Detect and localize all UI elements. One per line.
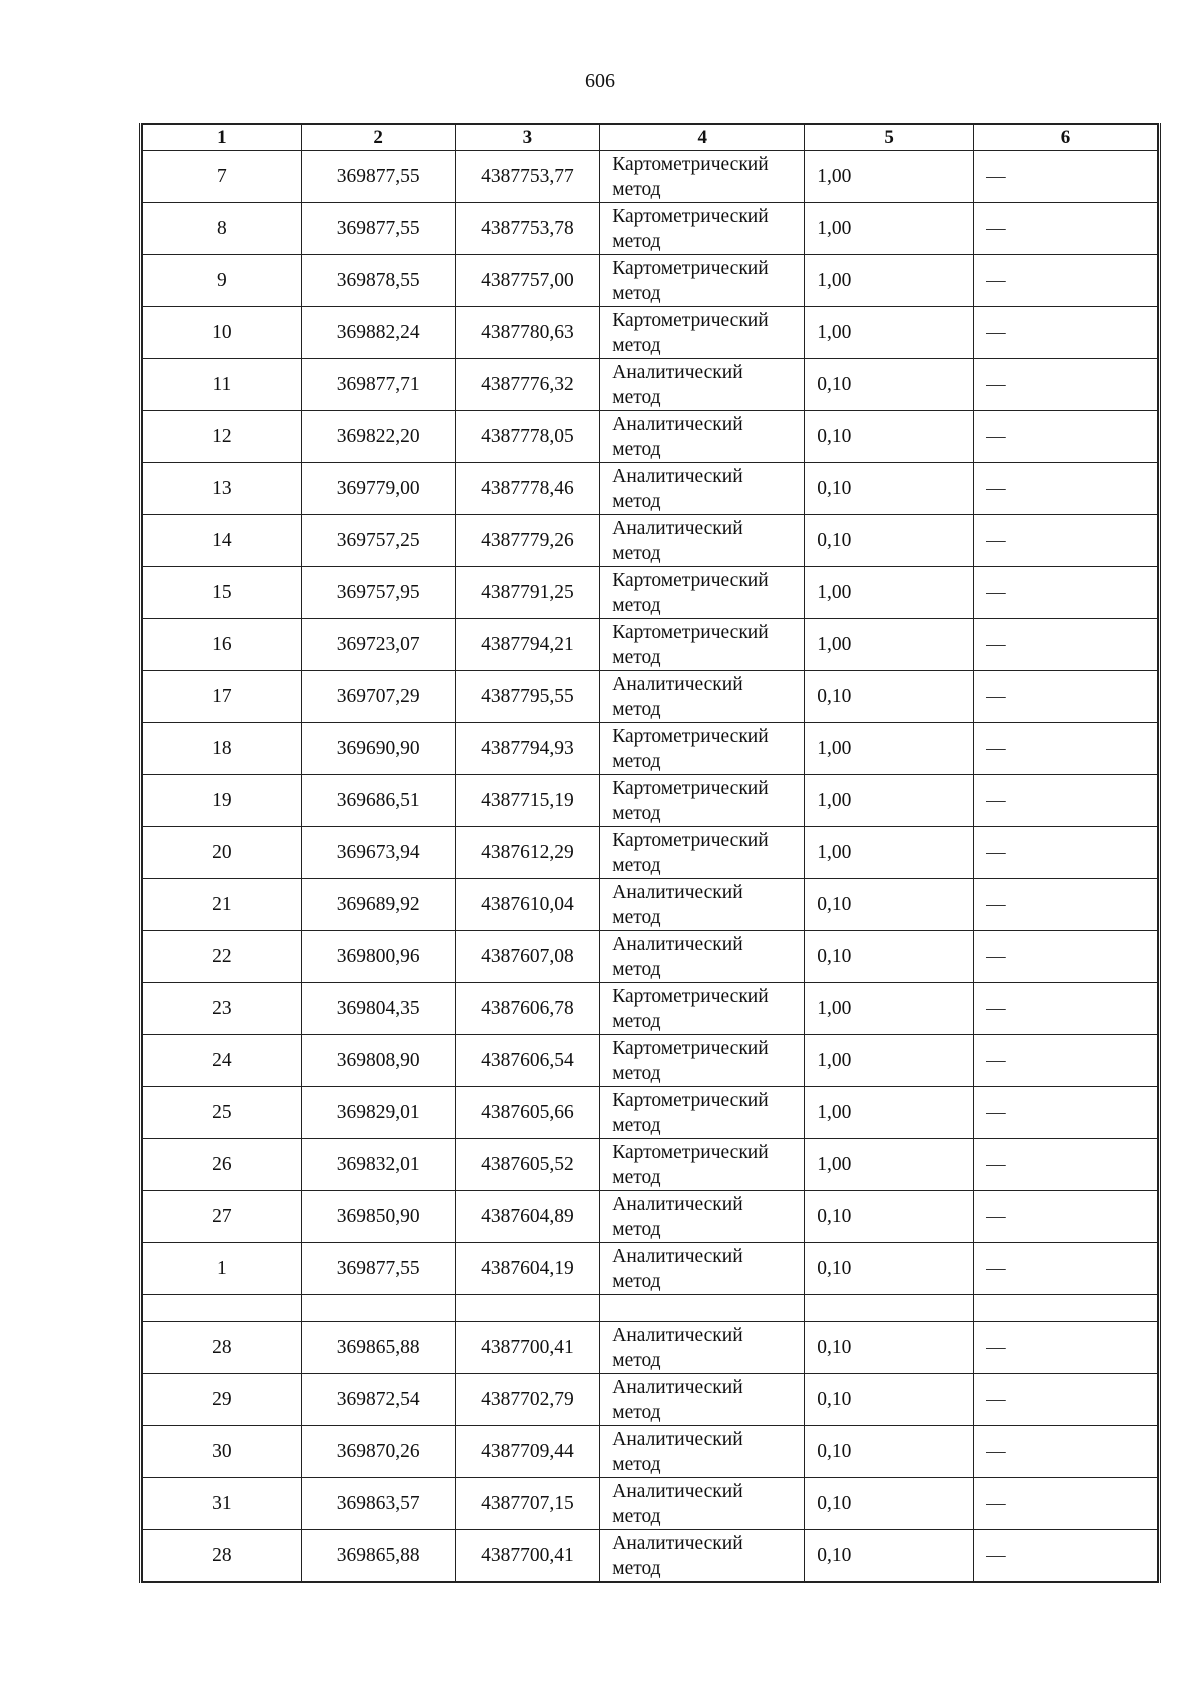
description-cell: — bbox=[974, 515, 1158, 567]
method-name: Картометрический bbox=[612, 621, 769, 643]
method-word: метод bbox=[612, 1270, 661, 1292]
method-word: метод bbox=[612, 854, 661, 876]
empty-cell bbox=[455, 1295, 600, 1322]
method-word: метод bbox=[612, 958, 661, 980]
table-row bbox=[143, 307, 1158, 359]
method-cell bbox=[600, 515, 805, 567]
method-cell bbox=[600, 1426, 805, 1478]
method-name: Картометрический bbox=[612, 1037, 769, 1059]
method-word: метод bbox=[612, 802, 661, 824]
point-number-cell: 13 bbox=[143, 463, 302, 515]
table-row bbox=[143, 1243, 1158, 1295]
table-header-row bbox=[143, 124, 1158, 151]
coordinate-y-cell: 4387606,54 bbox=[455, 1035, 600, 1087]
coordinate-y-cell: 4387776,32 bbox=[455, 359, 600, 411]
description-cell: — bbox=[974, 879, 1158, 931]
method-name: Картометрический bbox=[612, 829, 769, 851]
coordinate-y-cell: 4387604,19 bbox=[455, 1243, 600, 1295]
method-word: метод bbox=[612, 750, 661, 772]
point-number-cell: 31 bbox=[143, 1478, 302, 1530]
table-row bbox=[143, 1478, 1158, 1530]
table-row bbox=[143, 1087, 1158, 1139]
coordinate-y-cell: 4387778,05 bbox=[455, 411, 600, 463]
coordinate-y-cell: 4387794,21 bbox=[455, 619, 600, 671]
accuracy-cell: 0,10 bbox=[805, 1530, 974, 1583]
method-name: Картометрический bbox=[612, 1141, 769, 1163]
point-number-cell: 23 bbox=[143, 983, 302, 1035]
method-cell bbox=[600, 1035, 805, 1087]
point-number-cell: 15 bbox=[143, 567, 302, 619]
description-cell: — bbox=[974, 1139, 1158, 1191]
coordinates-table-frame bbox=[139, 123, 1161, 1583]
description-cell: — bbox=[974, 255, 1158, 307]
coordinate-y-cell: 4387753,77 bbox=[455, 151, 600, 203]
method-name: Аналитический bbox=[612, 673, 743, 695]
header-cell: 1 bbox=[143, 124, 302, 151]
coordinate-x-cell: 369757,95 bbox=[301, 567, 455, 619]
coordinate-x-cell: 369689,92 bbox=[301, 879, 455, 931]
table-spacer-row bbox=[143, 1295, 1158, 1322]
coordinate-x-cell: 369832,01 bbox=[301, 1139, 455, 1191]
method-word: метод bbox=[612, 1218, 661, 1240]
coordinate-x-cell: 369800,96 bbox=[301, 931, 455, 983]
coordinate-y-cell: 4387791,25 bbox=[455, 567, 600, 619]
accuracy-cell: 0,10 bbox=[805, 671, 974, 723]
description-cell: — bbox=[974, 827, 1158, 879]
header-cell: 6 bbox=[974, 124, 1158, 151]
method-name: Аналитический bbox=[612, 413, 743, 435]
coordinate-y-cell: 4387753,78 bbox=[455, 203, 600, 255]
coordinate-x-cell: 369863,57 bbox=[301, 1478, 455, 1530]
table-row bbox=[143, 1530, 1158, 1583]
method-word: метод bbox=[612, 698, 661, 720]
description-cell: — bbox=[974, 151, 1158, 203]
empty-cell bbox=[143, 1295, 302, 1322]
method-cell bbox=[600, 879, 805, 931]
header-cell: 3 bbox=[455, 124, 600, 151]
coordinate-x-cell: 369865,88 bbox=[301, 1530, 455, 1583]
method-word: метод bbox=[612, 906, 661, 928]
accuracy-cell: 0,10 bbox=[805, 411, 974, 463]
coordinate-x-cell: 369822,20 bbox=[301, 411, 455, 463]
method-word: метод bbox=[612, 1557, 661, 1579]
method-cell bbox=[600, 931, 805, 983]
table-row bbox=[143, 879, 1158, 931]
method-name: Картометрический bbox=[612, 569, 769, 591]
method-word: метод bbox=[612, 386, 661, 408]
empty-cell bbox=[301, 1295, 455, 1322]
coordinate-y-cell: 4387779,26 bbox=[455, 515, 600, 567]
accuracy-cell: 0,10 bbox=[805, 463, 974, 515]
method-name: Аналитический bbox=[612, 1376, 743, 1398]
method-word: метод bbox=[612, 490, 661, 512]
header-cell: 2 bbox=[301, 124, 455, 151]
coordinate-y-cell: 4387606,78 bbox=[455, 983, 600, 1035]
table-row bbox=[143, 1426, 1158, 1478]
accuracy-cell: 1,00 bbox=[805, 827, 974, 879]
accuracy-cell: 1,00 bbox=[805, 1087, 974, 1139]
description-cell: — bbox=[974, 983, 1158, 1035]
method-cell bbox=[600, 203, 805, 255]
table-row bbox=[143, 1374, 1158, 1426]
method-cell bbox=[600, 1322, 805, 1374]
method-cell bbox=[600, 1087, 805, 1139]
point-number-cell: 26 bbox=[143, 1139, 302, 1191]
method-cell bbox=[600, 359, 805, 411]
coordinate-x-cell: 369878,55 bbox=[301, 255, 455, 307]
accuracy-cell: 1,00 bbox=[805, 151, 974, 203]
point-number-cell: 29 bbox=[143, 1374, 302, 1426]
coordinate-y-cell: 4387778,46 bbox=[455, 463, 600, 515]
accuracy-cell: 0,10 bbox=[805, 515, 974, 567]
description-cell: — bbox=[974, 411, 1158, 463]
table-row bbox=[143, 1035, 1158, 1087]
table-row bbox=[143, 775, 1158, 827]
accuracy-cell: 1,00 bbox=[805, 203, 974, 255]
description-cell: — bbox=[974, 723, 1158, 775]
coordinate-y-cell: 4387780,63 bbox=[455, 307, 600, 359]
method-cell bbox=[600, 567, 805, 619]
accuracy-cell: 0,10 bbox=[805, 1322, 974, 1374]
method-name: Картометрический bbox=[612, 205, 769, 227]
coordinate-x-cell: 369877,55 bbox=[301, 203, 455, 255]
description-cell: — bbox=[974, 1243, 1158, 1295]
accuracy-cell: 1,00 bbox=[805, 723, 974, 775]
coordinate-y-cell: 4387707,15 bbox=[455, 1478, 600, 1530]
description-cell: — bbox=[974, 1530, 1158, 1583]
point-number-cell: 19 bbox=[143, 775, 302, 827]
description-cell: — bbox=[974, 307, 1158, 359]
point-number-cell: 30 bbox=[143, 1426, 302, 1478]
table-row bbox=[143, 255, 1158, 307]
table-row bbox=[143, 151, 1158, 203]
point-number-cell: 25 bbox=[143, 1087, 302, 1139]
method-word: метод bbox=[612, 1166, 661, 1188]
description-cell: — bbox=[974, 567, 1158, 619]
method-word: метод bbox=[612, 230, 661, 252]
method-cell bbox=[600, 1374, 805, 1426]
point-number-cell: 1 bbox=[143, 1243, 302, 1295]
point-number-cell: 11 bbox=[143, 359, 302, 411]
coordinate-x-cell: 369723,07 bbox=[301, 619, 455, 671]
method-name: Аналитический bbox=[612, 881, 743, 903]
coordinate-x-cell: 369707,29 bbox=[301, 671, 455, 723]
accuracy-cell: 1,00 bbox=[805, 619, 974, 671]
coordinate-x-cell: 369877,71 bbox=[301, 359, 455, 411]
method-name: Аналитический bbox=[612, 517, 743, 539]
coordinate-y-cell: 4387610,04 bbox=[455, 879, 600, 931]
header-cell: 4 bbox=[600, 124, 805, 151]
method-name: Картометрический bbox=[612, 257, 769, 279]
coordinate-x-cell: 369872,54 bbox=[301, 1374, 455, 1426]
method-cell bbox=[600, 1243, 805, 1295]
table-row bbox=[143, 671, 1158, 723]
point-number-cell: 14 bbox=[143, 515, 302, 567]
table-row bbox=[143, 931, 1158, 983]
table-row bbox=[143, 619, 1158, 671]
point-number-cell: 18 bbox=[143, 723, 302, 775]
coordinate-x-cell: 369686,51 bbox=[301, 775, 455, 827]
description-cell: — bbox=[974, 1374, 1158, 1426]
point-number-cell: 7 bbox=[143, 151, 302, 203]
coordinate-y-cell: 4387604,89 bbox=[455, 1191, 600, 1243]
method-name: Картометрический bbox=[612, 1089, 769, 1111]
accuracy-cell: 0,10 bbox=[805, 1191, 974, 1243]
coordinates-table bbox=[142, 123, 1158, 1583]
point-number-cell: 24 bbox=[143, 1035, 302, 1087]
method-cell bbox=[600, 255, 805, 307]
coordinate-x-cell: 369877,55 bbox=[301, 1243, 455, 1295]
point-number-cell: 20 bbox=[143, 827, 302, 879]
accuracy-cell: 1,00 bbox=[805, 983, 974, 1035]
method-name: Аналитический bbox=[612, 1245, 743, 1267]
method-cell bbox=[600, 411, 805, 463]
method-cell bbox=[600, 723, 805, 775]
point-number-cell: 21 bbox=[143, 879, 302, 931]
method-cell bbox=[600, 307, 805, 359]
coordinate-x-cell: 369673,94 bbox=[301, 827, 455, 879]
method-word: метод bbox=[612, 1349, 661, 1371]
coordinate-x-cell: 369870,26 bbox=[301, 1426, 455, 1478]
description-cell: — bbox=[974, 1478, 1158, 1530]
table-row bbox=[143, 411, 1158, 463]
description-cell: — bbox=[974, 463, 1158, 515]
method-name: Аналитический bbox=[612, 1193, 743, 1215]
method-name: Аналитический bbox=[612, 933, 743, 955]
table-row bbox=[143, 723, 1158, 775]
coordinate-y-cell: 4387700,41 bbox=[455, 1530, 600, 1583]
coordinate-y-cell: 4387612,29 bbox=[455, 827, 600, 879]
page-number: 606 bbox=[585, 70, 615, 92]
description-cell: — bbox=[974, 1322, 1158, 1374]
point-number-cell: 28 bbox=[143, 1322, 302, 1374]
point-number-cell: 16 bbox=[143, 619, 302, 671]
coordinate-x-cell: 369882,24 bbox=[301, 307, 455, 359]
description-cell: — bbox=[974, 203, 1158, 255]
coordinate-y-cell: 4387607,08 bbox=[455, 931, 600, 983]
accuracy-cell: 1,00 bbox=[805, 1139, 974, 1191]
method-word: метод bbox=[612, 646, 661, 668]
method-name: Аналитический bbox=[612, 465, 743, 487]
method-name: Картометрический bbox=[612, 777, 769, 799]
table-row bbox=[143, 203, 1158, 255]
accuracy-cell: 0,10 bbox=[805, 1426, 974, 1478]
table-row bbox=[143, 827, 1158, 879]
method-word: метод bbox=[612, 282, 661, 304]
method-cell bbox=[600, 1478, 805, 1530]
empty-cell bbox=[600, 1295, 805, 1322]
accuracy-cell: 0,10 bbox=[805, 931, 974, 983]
coordinate-y-cell: 4387700,41 bbox=[455, 1322, 600, 1374]
coordinate-y-cell: 4387709,44 bbox=[455, 1426, 600, 1478]
accuracy-cell: 0,10 bbox=[805, 359, 974, 411]
method-cell bbox=[600, 671, 805, 723]
accuracy-cell: 1,00 bbox=[805, 775, 974, 827]
table-row bbox=[143, 983, 1158, 1035]
method-word: метод bbox=[612, 1401, 661, 1423]
table-row bbox=[143, 1139, 1158, 1191]
method-name: Аналитический bbox=[612, 1480, 743, 1502]
coordinate-x-cell: 369804,35 bbox=[301, 983, 455, 1035]
method-name: Картометрический bbox=[612, 153, 769, 175]
description-cell: — bbox=[974, 1035, 1158, 1087]
method-word: метод bbox=[612, 1505, 661, 1527]
coordinate-y-cell: 4387605,52 bbox=[455, 1139, 600, 1191]
method-word: метод bbox=[612, 178, 661, 200]
method-word: метод bbox=[612, 334, 661, 356]
empty-cell bbox=[974, 1295, 1158, 1322]
coordinate-x-cell: 369829,01 bbox=[301, 1087, 455, 1139]
method-name: Картометрический bbox=[612, 725, 769, 747]
method-word: метод bbox=[612, 1114, 661, 1136]
point-number-cell: 8 bbox=[143, 203, 302, 255]
accuracy-cell: 1,00 bbox=[805, 1035, 974, 1087]
coordinate-x-cell: 369779,00 bbox=[301, 463, 455, 515]
coordinate-x-cell: 369808,90 bbox=[301, 1035, 455, 1087]
table-row bbox=[143, 1191, 1158, 1243]
accuracy-cell: 0,10 bbox=[805, 1243, 974, 1295]
coordinate-y-cell: 4387605,66 bbox=[455, 1087, 600, 1139]
method-word: метод bbox=[612, 542, 661, 564]
method-cell bbox=[600, 983, 805, 1035]
method-name: Аналитический bbox=[612, 361, 743, 383]
method-name: Картометрический bbox=[612, 985, 769, 1007]
description-cell: — bbox=[974, 619, 1158, 671]
coordinate-y-cell: 4387702,79 bbox=[455, 1374, 600, 1426]
method-cell bbox=[600, 619, 805, 671]
accuracy-cell: 0,10 bbox=[805, 1374, 974, 1426]
description-cell: — bbox=[974, 1087, 1158, 1139]
coordinate-x-cell: 369865,88 bbox=[301, 1322, 455, 1374]
table-row bbox=[143, 515, 1158, 567]
method-cell bbox=[600, 1191, 805, 1243]
coordinate-x-cell: 369757,25 bbox=[301, 515, 455, 567]
accuracy-cell: 1,00 bbox=[805, 567, 974, 619]
method-name: Картометрический bbox=[612, 309, 769, 331]
table-row bbox=[143, 1322, 1158, 1374]
table-row bbox=[143, 359, 1158, 411]
empty-cell bbox=[805, 1295, 974, 1322]
method-cell bbox=[600, 463, 805, 515]
method-cell bbox=[600, 775, 805, 827]
point-number-cell: 12 bbox=[143, 411, 302, 463]
method-word: метод bbox=[612, 438, 661, 460]
coordinate-x-cell: 369690,90 bbox=[301, 723, 455, 775]
coordinate-y-cell: 4387757,00 bbox=[455, 255, 600, 307]
accuracy-cell: 1,00 bbox=[805, 307, 974, 359]
description-cell: — bbox=[974, 931, 1158, 983]
coordinate-x-cell: 369850,90 bbox=[301, 1191, 455, 1243]
description-cell: — bbox=[974, 359, 1158, 411]
point-number-cell: 28 bbox=[143, 1530, 302, 1583]
point-number-cell: 9 bbox=[143, 255, 302, 307]
coordinate-y-cell: 4387795,55 bbox=[455, 671, 600, 723]
accuracy-cell: 0,10 bbox=[805, 1478, 974, 1530]
coordinate-y-cell: 4387715,19 bbox=[455, 775, 600, 827]
description-cell: — bbox=[974, 1191, 1158, 1243]
method-word: метод bbox=[612, 1453, 661, 1475]
description-cell: — bbox=[974, 1426, 1158, 1478]
accuracy-cell: 0,10 bbox=[805, 879, 974, 931]
method-word: метод bbox=[612, 1010, 661, 1032]
coordinate-y-cell: 4387794,93 bbox=[455, 723, 600, 775]
table-row bbox=[143, 567, 1158, 619]
method-word: метод bbox=[612, 594, 661, 616]
method-cell bbox=[600, 827, 805, 879]
method-name: Аналитический bbox=[612, 1324, 743, 1346]
point-number-cell: 22 bbox=[143, 931, 302, 983]
method-word: метод bbox=[612, 1062, 661, 1084]
method-cell bbox=[600, 1139, 805, 1191]
point-number-cell: 10 bbox=[143, 307, 302, 359]
point-number-cell: 17 bbox=[143, 671, 302, 723]
description-cell: — bbox=[974, 775, 1158, 827]
header-cell: 5 bbox=[805, 124, 974, 151]
accuracy-cell: 1,00 bbox=[805, 255, 974, 307]
description-cell: — bbox=[974, 671, 1158, 723]
point-number-cell: 27 bbox=[143, 1191, 302, 1243]
method-cell bbox=[600, 151, 805, 203]
method-cell bbox=[600, 1530, 805, 1583]
method-name: Аналитический bbox=[612, 1532, 743, 1554]
method-name: Аналитический bbox=[612, 1428, 743, 1450]
coordinate-x-cell: 369877,55 bbox=[301, 151, 455, 203]
table-row bbox=[143, 463, 1158, 515]
